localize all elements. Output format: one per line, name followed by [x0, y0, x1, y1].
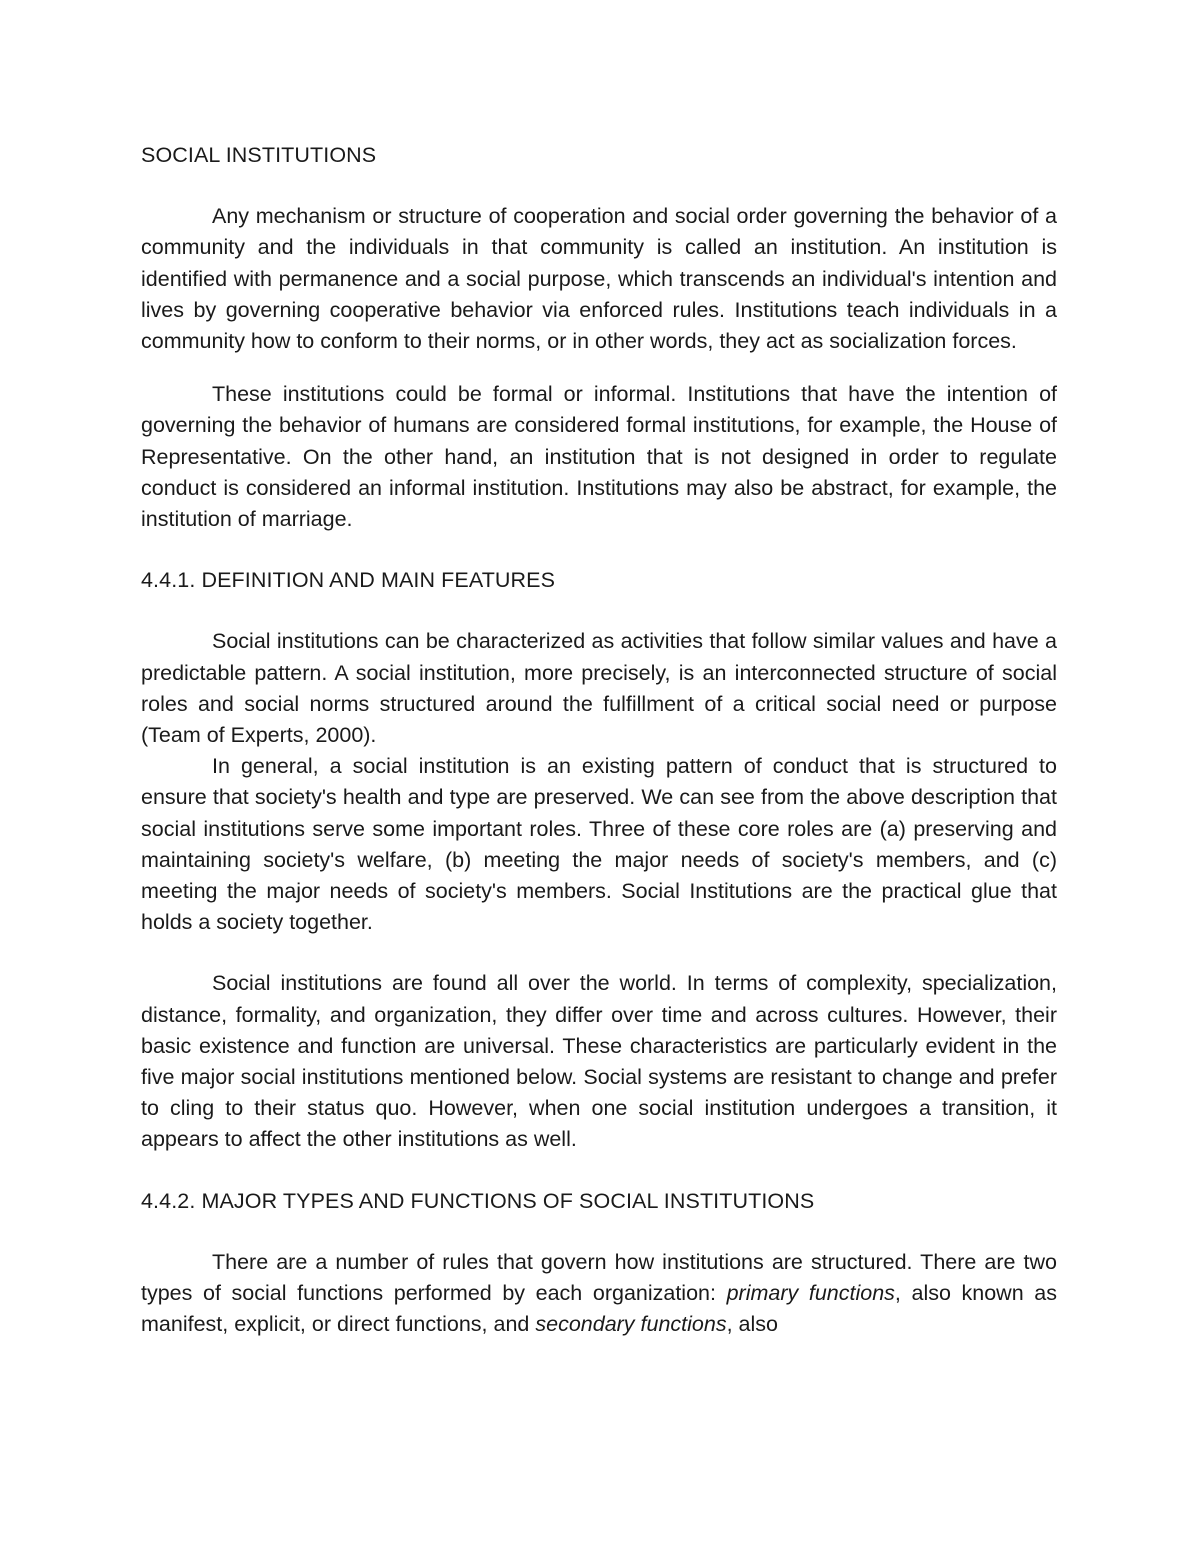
emphasis-primary-functions: primary functions	[726, 1281, 895, 1306]
emphasis-secondary-functions: secondary functions	[535, 1312, 727, 1337]
text-run: , also known as manifest, explicit, or direct functions, and	[141, 1281, 1057, 1337]
intro-paragraph-1: Any mechanism or structure of cooperation and social order governing the behavior of a community and the individuals in that community is called an institution. An institution is identified with permanence and a social purpose, which transcends an individual's intention and lives by governing cooperative behavior via enforced rules. Institutions teach individuals in a community how to conform to their norms, or in other words, they act as socialization forces.	[141, 204, 1057, 354]
section-1-paragraph-1: Social institutions can be characterized as activities that follow similar values and have a predictable pattern. A social institution, more precisely, is an interconnected structure of social roles and social norms structured around the fulfillment of a critical social need or purpose (Team of Experts, 2000).	[141, 629, 1057, 748]
spacer	[141, 357, 1057, 379]
text-run: , also	[726, 1312, 778, 1337]
intro-paragraph-2: These institutions could be formal or informal. Institutions that have the intention of governing the behavior of humans are considered formal institutions, for example, the House of Representative. On the other hand, an institution that is not designed in order to regulate conduct is considered an informal institution. Institutions may also be abstract, for example, the institution of marriage.	[141, 382, 1057, 532]
section-heading-4-4-2: 4.4.2. MAJOR TYPES AND FUNCTIONS OF SOCIAL INSTITUTIONS	[141, 1188, 815, 1213]
spacer	[141, 171, 1057, 201]
spacer	[141, 596, 1057, 626]
page-title: SOCIAL INSTITUTIONS	[141, 143, 377, 167]
section-heading-4-4-1: 4.4.1. DEFINITION AND MAIN FEATURES	[141, 568, 556, 593]
section-2-paragraph-1	[141, 1247, 1057, 1341]
spacer	[141, 1217, 1057, 1247]
section-1-paragraph-3: Social institutions are found all over the world. In terms of complexity, specialization, distance, formality, and organization, they differ over time and across cultures. However, their basic existence and function are universal. These characteristics are particularly evident in the five major social institutions mentioned below. Social systems are resistant to change and prefer to cling to their status quo. However, when one social institution undergoes a transition, it appears to affect the other institutions as well.	[141, 971, 1057, 1152]
section-1-paragraph-2: In general, a social institution is an existing pattern of conduct that is structured to ensure that society's health and type are preserved. We can see from the above description that social institutions serve some important roles. Three of these core roles are (a) preserving and maintaining society's welfare, (b) meeting the major needs of society's members, and (c) meeting the major needs of society's members. Social Institutions are the practical glue that holds a society together.	[141, 754, 1057, 935]
spacer	[141, 938, 1057, 968]
spacer	[141, 535, 1057, 565]
text-run: There are a number of rules that govern how institutions are structured. There are two types of social functions performed by each organization:	[141, 1249, 1057, 1306]
spacer	[141, 1156, 1057, 1186]
document-body	[141, 140, 1057, 1341]
